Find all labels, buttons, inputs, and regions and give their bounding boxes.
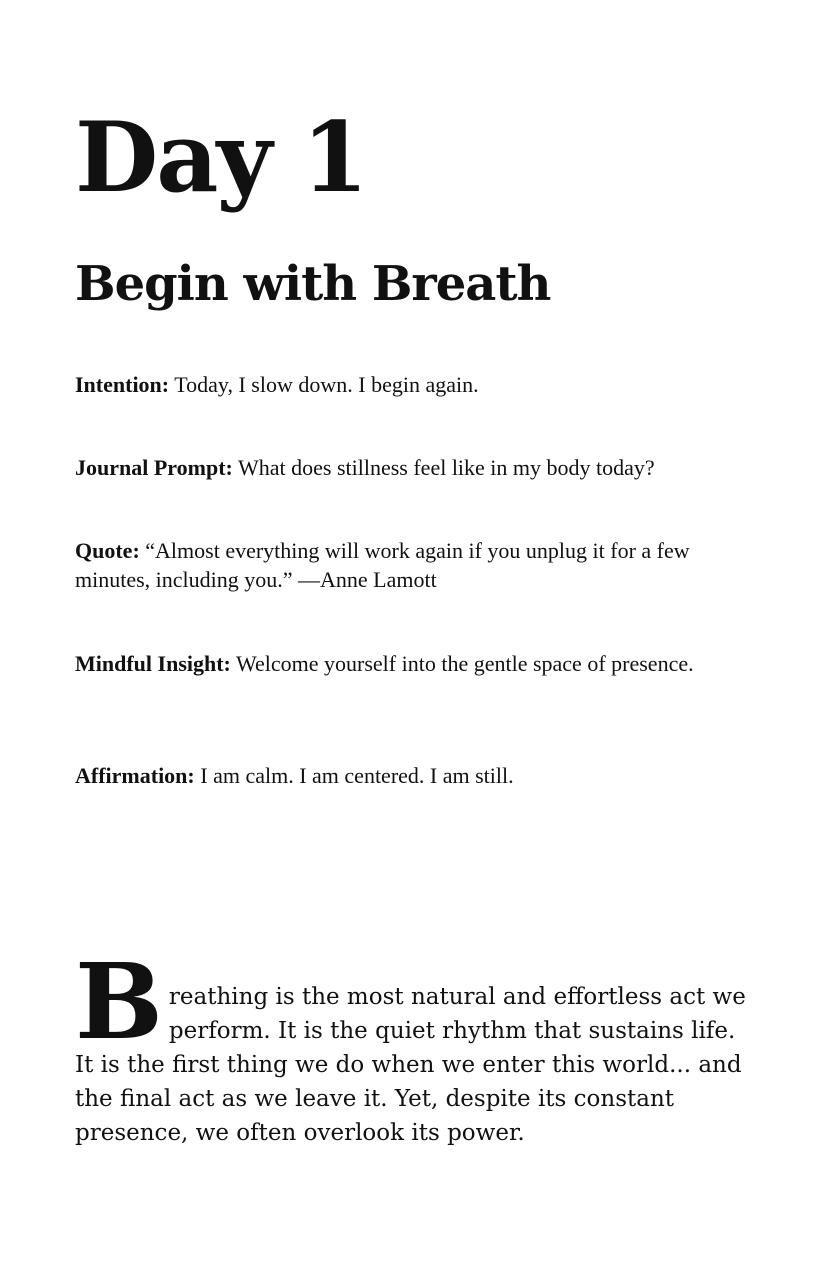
mindful-insight-entry [75,649,745,678]
quote-text: “Almost everything will work again if you unplug it for a few minutes, including you.” —Anne Lamott [75,538,690,592]
journal-page [75,0,755,1275]
day-title: Day 1 [75,101,367,214]
day-subtitle: Begin with Breath [75,256,551,312]
journal-prompt-text: What does stillness feel like in my body today? [237,455,655,480]
affirmation-label: Affirmation: [75,763,195,788]
quote-label: Quote: [75,538,140,563]
body-text: reathing is the most natural and effortless act we perform. It is the quiet rhythm that sustains life. It is the first thing we do when we enter this world... and the final act as we leave it. Yet, despite its constant presence, we often overlook its power. [75,984,746,1146]
intention-text: Today, I slow down. I begin again. [174,372,479,397]
drop-cap: B [75,940,163,1063]
quote-entry [75,536,745,594]
journal-prompt-label: Journal Prompt: [75,455,233,480]
journal-prompt-entry [75,453,745,482]
body-paragraph [75,940,755,1150]
intention-entry [75,370,745,399]
affirmation-text: I am calm. I am centered. I am still. [200,763,514,788]
affirmation-entry [75,761,745,790]
mindful-insight-text: Welcome yourself into the gentle space of presence. [236,651,694,676]
intention-label: Intention: [75,372,170,397]
mindful-insight-label: Mindful Insight: [75,651,231,676]
